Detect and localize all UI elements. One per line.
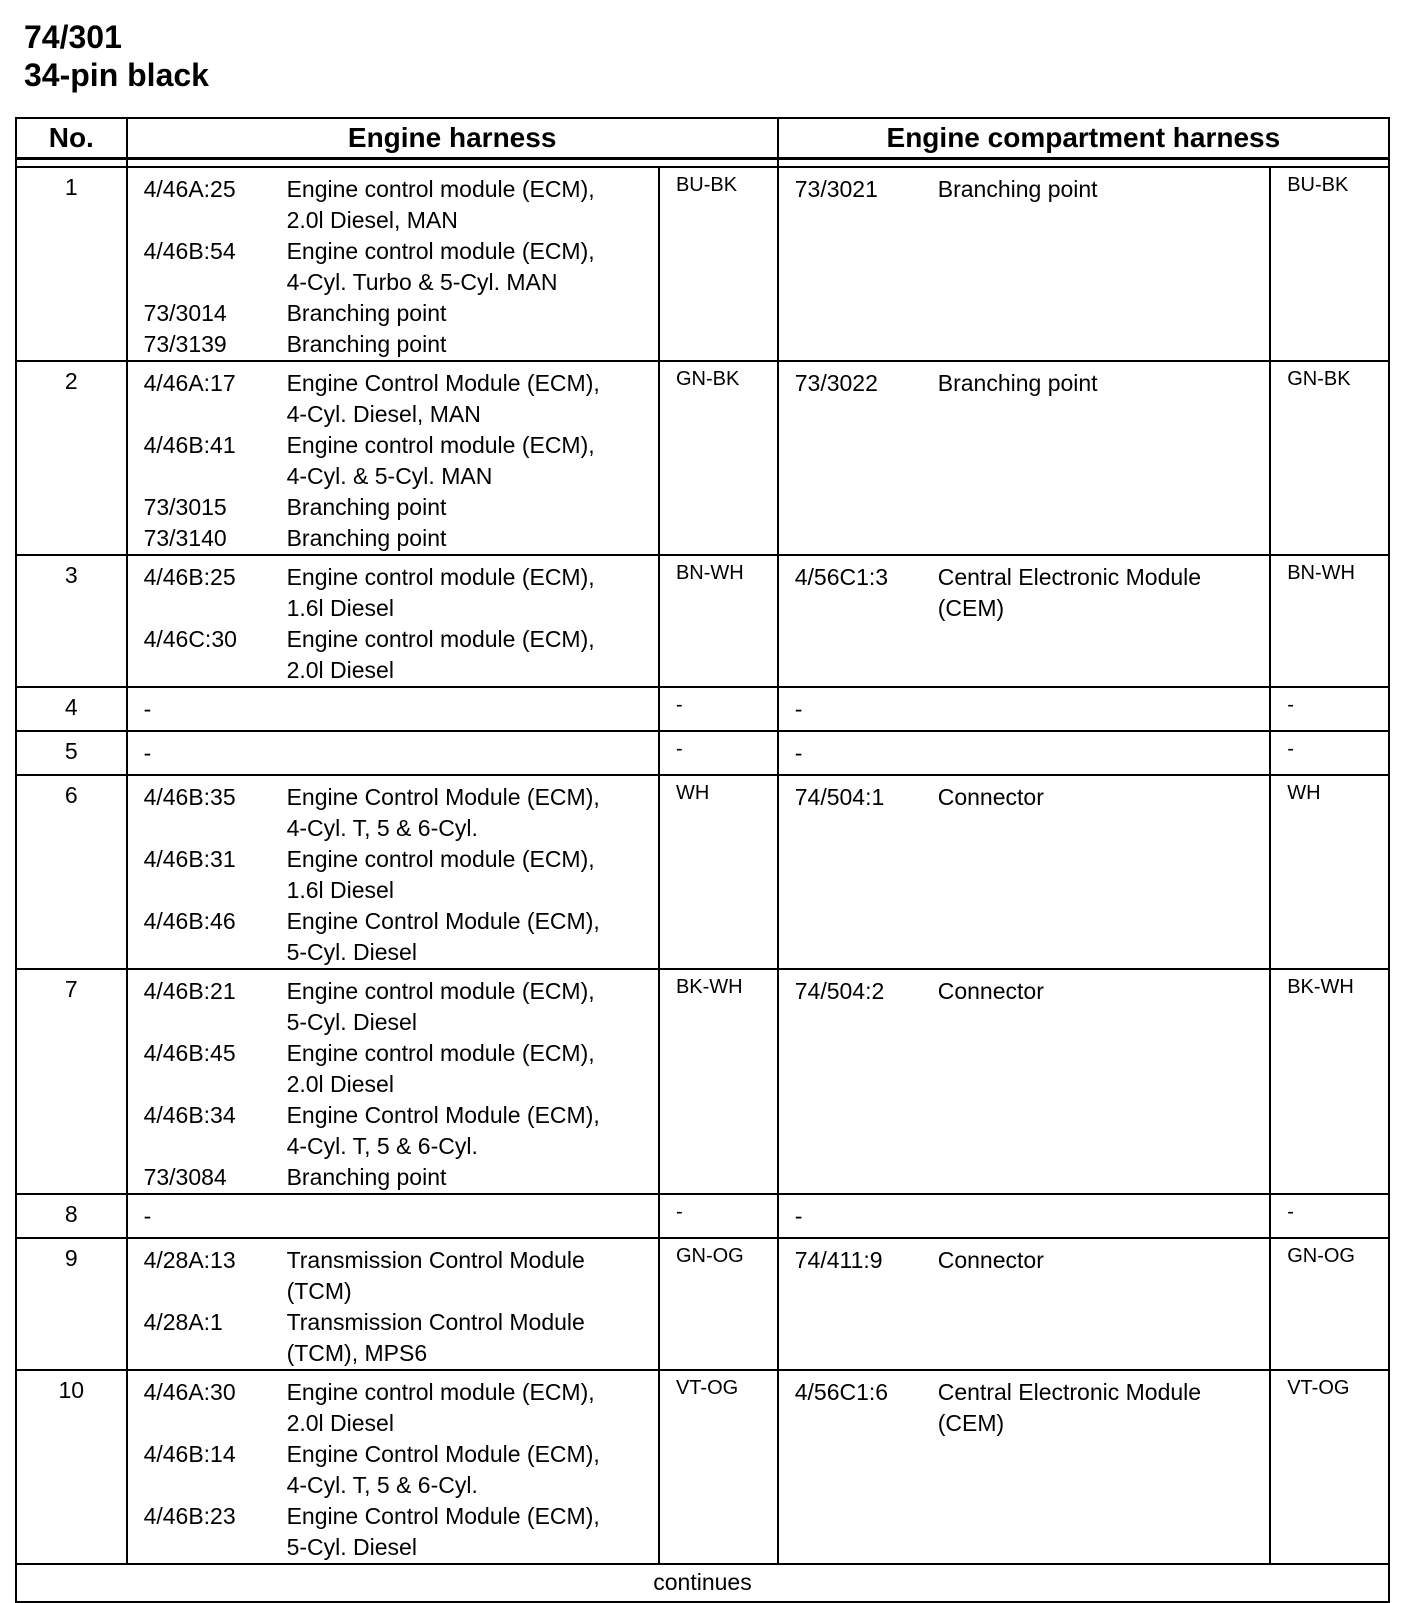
pin-number: 7: [16, 969, 127, 1194]
component-description: [287, 906, 658, 968]
component-description: [938, 976, 1269, 1007]
terminal-code: 4/46B:14: [143, 1441, 236, 1467]
terminal-code: 73/3014: [143, 300, 227, 326]
engine-harness-cell: [127, 555, 659, 687]
terminal-code: 74/504:1: [794, 784, 885, 810]
description-line: 4-Cyl. & 5-Cyl. MAN: [286, 463, 493, 489]
description-line: Engine control module (ECM),: [286, 238, 595, 264]
connection-entry: [144, 906, 658, 968]
pin-number: 1: [16, 167, 127, 361]
description-line: 4-Cyl. Turbo & 5-Cyl. MAN: [286, 269, 558, 295]
description-line: Engine control module (ECM),: [286, 846, 595, 872]
table-row: [16, 555, 1389, 687]
description-line: Engine Control Module (ECM),: [286, 1441, 600, 1467]
description-line: 4-Cyl. T, 5 & 6-Cyl.: [286, 1133, 478, 1159]
connection-entry: [144, 174, 658, 236]
compartment-harness-cell: [778, 1238, 1270, 1370]
description-line: Branching point: [286, 1164, 447, 1190]
description-line: (TCM), MPS6: [286, 1340, 428, 1366]
compartment-harness-cell: [778, 731, 1270, 775]
terminal-code: 4/46B:35: [143, 784, 236, 810]
terminal-code: 74/504:2: [794, 978, 885, 1004]
compartment-harness-cell: [778, 167, 1270, 361]
page-title: [24, 18, 209, 94]
connection-entry: [144, 1038, 658, 1100]
compartment-wire-color: BN-WH: [1270, 555, 1389, 687]
component-description: [287, 1377, 658, 1439]
engine-harness-cell: [127, 1370, 659, 1564]
description-line: Transmission Control Module: [286, 1247, 585, 1273]
connection-entry: [795, 782, 1269, 813]
pin-number: 3: [16, 555, 127, 687]
connection-entry: [144, 1439, 658, 1501]
description-line: Engine control module (ECM),: [286, 978, 595, 1004]
compartment-wire-color: VT-OG: [1270, 1370, 1389, 1564]
compartment-wire-color: -: [1270, 731, 1389, 775]
empty-entry: -: [794, 740, 803, 766]
terminal-code: 73/3084: [143, 1164, 227, 1190]
connection-entry: [144, 1377, 658, 1439]
description-line: Connector: [937, 1247, 1044, 1273]
compartment-wire-color: BU-BK: [1270, 167, 1389, 361]
engine-harness-cell: [127, 1194, 659, 1238]
compartment-harness-cell: [778, 775, 1270, 969]
compartment-harness-cell: [778, 969, 1270, 1194]
component-description: [938, 1377, 1269, 1439]
pin-number: 9: [16, 1238, 127, 1370]
table-row: [16, 731, 1389, 775]
table-row: [16, 969, 1389, 1194]
description-line: 1.6l Diesel: [286, 877, 394, 903]
engine-harness-cell: [127, 167, 659, 361]
component-description: [287, 1501, 658, 1563]
engine-harness-cell: [127, 969, 659, 1194]
component-description: [287, 492, 658, 523]
component-description: [938, 174, 1269, 205]
connection-entry: [795, 1377, 1269, 1439]
engine-wire-color: -: [659, 1194, 778, 1238]
component-description: [287, 1100, 658, 1162]
component-description: [287, 368, 658, 430]
terminal-code: 4/46B:34: [143, 1102, 236, 1128]
terminal-code: 4/46B:54: [143, 238, 236, 264]
description-line: (CEM): [937, 1410, 1005, 1436]
terminal-code: 4/28A:13: [143, 1247, 236, 1273]
compartment-harness-cell: [778, 361, 1270, 555]
component-description: [938, 782, 1269, 813]
connection-entry: [795, 368, 1269, 399]
connection-entry: [144, 782, 658, 844]
terminal-code: 4/46B:21: [143, 978, 236, 1004]
connection-entry: [144, 329, 658, 360]
connector-id: 74/301: [24, 19, 122, 55]
connection-entry: [144, 1162, 658, 1193]
table-row: [16, 361, 1389, 555]
connection-entry: [144, 236, 658, 298]
terminal-code: 73/3015: [143, 494, 227, 520]
engine-wire-color: BU-BK: [659, 167, 778, 361]
description-line: Branching point: [286, 300, 447, 326]
description-line: 5-Cyl. Diesel: [286, 1534, 417, 1560]
connection-entry: [144, 1501, 658, 1563]
component-description: [287, 562, 658, 624]
connection-entry: [144, 624, 658, 686]
terminal-code: 73/3139: [143, 331, 227, 357]
component-description: [287, 329, 658, 360]
engine-wire-color: GN-BK: [659, 361, 778, 555]
terminal-code: 74/411:9: [794, 1247, 883, 1273]
terminal-code: 4/46B:45: [143, 1040, 236, 1066]
empty-entry: -: [143, 1203, 152, 1229]
connection-entry: [144, 492, 658, 523]
header-engine-harness: Engine harness: [127, 118, 778, 159]
table-row: [16, 167, 1389, 361]
component-description: [287, 174, 658, 236]
engine-wire-color: VT-OG: [659, 1370, 778, 1564]
description-line: Branching point: [286, 525, 447, 551]
engine-harness-cell: [127, 775, 659, 969]
description-line: Engine control module (ECM),: [286, 176, 595, 202]
terminal-code: 4/28A:1: [143, 1309, 223, 1335]
description-line: Engine Control Module (ECM),: [286, 370, 600, 396]
component-description: [938, 1245, 1269, 1276]
component-description: [287, 430, 658, 492]
description-line: 4-Cyl. T, 5 & 6-Cyl.: [286, 1472, 478, 1498]
component-description: [287, 624, 658, 686]
compartment-wire-color: -: [1270, 1194, 1389, 1238]
description-line: 4-Cyl. Diesel, MAN: [286, 401, 481, 427]
connection-entry: [144, 523, 658, 554]
description-line: 4-Cyl. T, 5 & 6-Cyl.: [286, 815, 478, 841]
description-line: (TCM): [286, 1278, 352, 1304]
terminal-code: 4/46B:23: [143, 1503, 236, 1529]
description-line: Transmission Control Module: [286, 1309, 585, 1335]
connection-entry: [144, 1307, 658, 1369]
terminal-code: 4/46B:41: [143, 432, 236, 458]
terminal-code: 4/46A:25: [143, 176, 236, 202]
compartment-wire-color: BK-WH: [1270, 969, 1389, 1194]
component-description: [287, 298, 658, 329]
connection-entry: [144, 1100, 658, 1162]
description-line: 2.0l Diesel: [286, 1071, 394, 1097]
component-description: [287, 1439, 658, 1501]
component-description: [287, 782, 658, 844]
description-line: Central Electronic Module: [937, 564, 1202, 590]
component-description: [287, 523, 658, 554]
component-description: [287, 236, 658, 298]
engine-wire-color: BN-WH: [659, 555, 778, 687]
description-line: Engine control module (ECM),: [286, 1040, 595, 1066]
engine-wire-color: BK-WH: [659, 969, 778, 1194]
description-line: 1.6l Diesel: [286, 595, 394, 621]
header-no: No.: [16, 118, 127, 159]
component-description: [938, 562, 1269, 624]
engine-wire-color: WH: [659, 775, 778, 969]
pin-table: [15, 117, 1390, 1603]
empty-entry: -: [794, 1203, 803, 1229]
terminal-code: 4/46A:30: [143, 1379, 236, 1405]
connection-entry: [795, 562, 1269, 624]
engine-harness-cell: [127, 731, 659, 775]
component-description: [287, 844, 658, 906]
component-description: [287, 1245, 658, 1307]
compartment-harness-cell: [778, 687, 1270, 731]
connection-entry: [795, 976, 1269, 1007]
terminal-code: 4/46A:17: [143, 370, 236, 396]
empty-entry: -: [143, 740, 152, 766]
component-description: [287, 1162, 658, 1193]
description-line: (CEM): [937, 595, 1005, 621]
terminal-code: 73/3022: [794, 370, 878, 396]
description-line: Branching point: [286, 494, 447, 520]
table-row: [16, 1194, 1389, 1238]
description-line: Engine Control Module (ECM),: [286, 908, 600, 934]
compartment-harness-cell: [778, 1194, 1270, 1238]
pin-number: 10: [16, 1370, 127, 1564]
empty-entry: -: [143, 696, 152, 722]
pin-number: 4: [16, 687, 127, 731]
compartment-wire-color: WH: [1270, 775, 1389, 969]
terminal-code: 4/46B:46: [143, 908, 236, 934]
pin-number: 2: [16, 361, 127, 555]
compartment-harness-cell: [778, 1370, 1270, 1564]
connection-entry: [144, 368, 658, 430]
terminal-code: 4/46B:25: [143, 564, 236, 590]
connection-entry: [144, 298, 658, 329]
terminal-code: 73/3021: [794, 176, 878, 202]
table-row: [16, 1370, 1389, 1564]
empty-entry: -: [794, 696, 803, 722]
description-line: 2.0l Diesel: [286, 1410, 394, 1436]
description-line: Engine Control Module (ECM),: [286, 784, 600, 810]
description-line: 5-Cyl. Diesel: [286, 939, 417, 965]
continues-note: continues: [16, 1564, 1389, 1602]
engine-wire-color: -: [659, 687, 778, 731]
connection-entry: [144, 976, 658, 1038]
table-row: [16, 1238, 1389, 1370]
connection-entry: [144, 844, 658, 906]
engine-wire-color: GN-OG: [659, 1238, 778, 1370]
connection-entry: [144, 1245, 658, 1307]
description-line: 2.0l Diesel: [286, 657, 394, 683]
description-line: Engine control module (ECM),: [286, 564, 595, 590]
connection-entry: [144, 562, 658, 624]
description-line: Engine Control Module (ECM),: [286, 1102, 600, 1128]
compartment-harness-cell: [778, 555, 1270, 687]
description-line: Branching point: [937, 370, 1098, 396]
description-line: Connector: [937, 978, 1044, 1004]
table-row: [16, 775, 1389, 969]
description-line: Branching point: [286, 331, 447, 357]
compartment-wire-color: -: [1270, 687, 1389, 731]
terminal-code: 4/46C:30: [143, 626, 237, 652]
component-description: [287, 1307, 658, 1369]
connector-description: 34-pin black: [24, 57, 209, 93]
compartment-wire-color: GN-BK: [1270, 361, 1389, 555]
description-line: Branching point: [937, 176, 1098, 202]
connection-entry: [795, 1245, 1269, 1276]
terminal-code: 4/46B:31: [143, 846, 236, 872]
terminal-code: 73/3140: [143, 525, 227, 551]
description-line: 2.0l Diesel, MAN: [286, 207, 458, 233]
engine-harness-cell: [127, 687, 659, 731]
component-description: [287, 1038, 658, 1100]
table-row: [16, 687, 1389, 731]
pin-number: 5: [16, 731, 127, 775]
description-line: Engine Control Module (ECM),: [286, 1503, 600, 1529]
terminal-code: 4/56C1:3: [794, 564, 889, 590]
description-line: Engine control module (ECM),: [286, 1379, 595, 1405]
pin-number: 8: [16, 1194, 127, 1238]
connection-entry: [795, 174, 1269, 205]
description-line: Connector: [937, 784, 1044, 810]
description-line: Central Electronic Module: [937, 1379, 1202, 1405]
description-line: Engine control module (ECM),: [286, 626, 595, 652]
header-engine-compartment-harness: Engine compartment harness: [778, 118, 1389, 159]
engine-wire-color: -: [659, 731, 778, 775]
engine-harness-cell: [127, 1238, 659, 1370]
component-description: [938, 368, 1269, 399]
table-body: [16, 167, 1389, 1564]
description-line: Engine control module (ECM),: [286, 432, 595, 458]
engine-harness-cell: [127, 361, 659, 555]
terminal-code: 4/56C1:6: [794, 1379, 889, 1405]
compartment-wire-color: GN-OG: [1270, 1238, 1389, 1370]
description-line: 5-Cyl. Diesel: [286, 1009, 417, 1035]
pin-number: 6: [16, 775, 127, 969]
component-description: [287, 976, 658, 1038]
connection-entry: [144, 430, 658, 492]
